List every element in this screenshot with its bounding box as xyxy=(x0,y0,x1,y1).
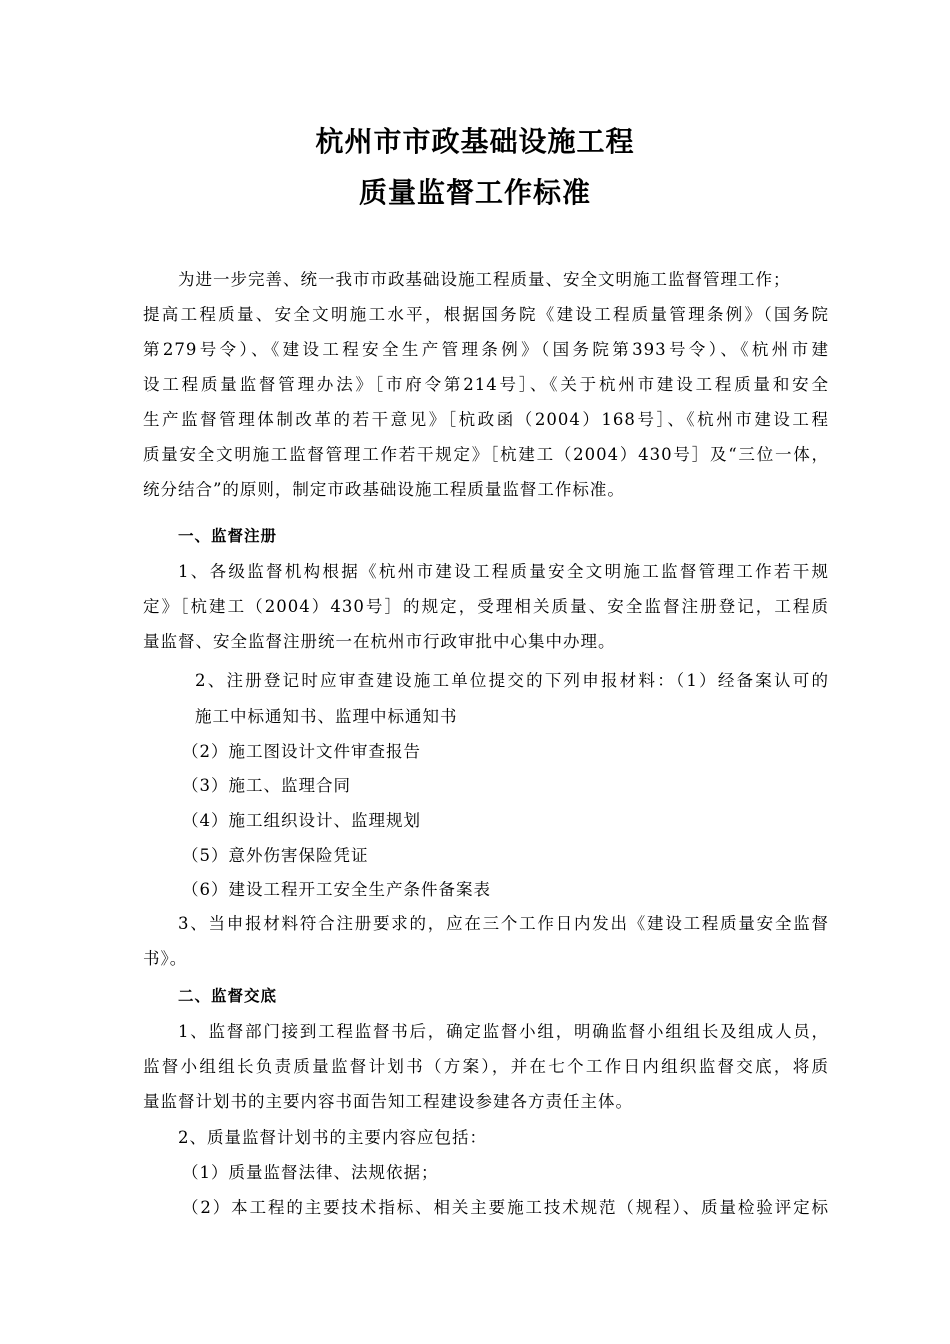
intro-line: 第279号令）、《建设工程安全生产管理条例》（国务院第393号令）、《杭州市建 xyxy=(143,340,829,359)
section-heading: 一、监督注册 xyxy=(178,527,278,545)
paragraph-line: 监督小组组长负责质量监督计划书（方案），并在七个工作日内组织监督交底，将质 xyxy=(143,1057,829,1076)
paragraph-line: 施工中标通知书、监理中标通知书 xyxy=(195,707,458,726)
list-item: （2）施工图设计文件审查报告 xyxy=(182,742,421,761)
intro-line: 统分结合”的原则，制定市政基础设施工程质量监督工作标准。 xyxy=(143,480,625,499)
intro-line: 设工程质量监督管理办法》［市府令第214号］、《关于杭州市建设工程质量和安全 xyxy=(143,375,829,394)
document-title-line2: 质量监督工作标准 xyxy=(358,176,591,209)
paragraph-line: 量监督计划书的主要内容书面告知工程建设参建各方责任主体。 xyxy=(143,1092,633,1111)
paragraph-line: 定》［杭建工（2004）430号］的规定，受理相关质量、安全监督注册登记，工程质 xyxy=(143,597,829,616)
paragraph-line: 书》。 xyxy=(143,949,188,968)
intro-line: 质量安全文明施工监督管理工作若干规定》［杭建工（2004）430号］及“三位一体， xyxy=(143,445,829,464)
intro-line: 提高工程质量、安全文明施工水平，根据国务院《建设工程质量管理条例》（国务院 xyxy=(143,305,829,324)
paragraph-line: 量监督、安全监督注册统一在杭州市行政审批中心集中办理。 xyxy=(143,632,616,651)
intro-line: 生产监督管理体制改革的若干意见》［杭政函（2004）168号］、《杭州市建设工程 xyxy=(143,410,829,429)
paragraph-line: 1、各级监督机构根据《杭州市建设工程质量安全文明施工监督管理工作若干规 xyxy=(178,562,829,581)
list-item: （3）施工、监理合同 xyxy=(182,776,351,795)
document-title-line1: 杭州市市政基础设施工程 xyxy=(315,125,635,158)
paragraph-line: 3、当申报材料符合注册要求的，应在三个工作日内发出《建设工程质量安全监督 xyxy=(178,914,829,933)
paragraph-line: 2、质量监督计划书的主要内容应包括： xyxy=(178,1128,487,1147)
section-heading: 二、监督交底 xyxy=(178,987,278,1005)
paragraph-line: 2、注册登记时应审查建设施工单位提交的下列申报材料：（1）经备案认可的 xyxy=(195,671,829,690)
intro-line: 为进一步完善、统一我市市政基础设施工程质量、安全文明施工监督管理工作； xyxy=(178,270,791,289)
paragraph-line: 1、监督部门接到工程监督书后，确定监督小组，明确监督小组组长及组成人员， xyxy=(178,1022,829,1041)
list-item: （1）质量监督法律、法规依据； xyxy=(182,1163,439,1182)
list-item: （4）施工组织设计、监理规划 xyxy=(182,811,421,830)
list-item: （5）意外伤害保险凭证 xyxy=(182,846,369,865)
list-item: （2）本工程的主要技术指标、相关主要施工技术规范（规程）、质量检验评定标 xyxy=(182,1198,829,1217)
list-item: （6）建设工程开工安全生产条件备案表 xyxy=(182,880,491,899)
